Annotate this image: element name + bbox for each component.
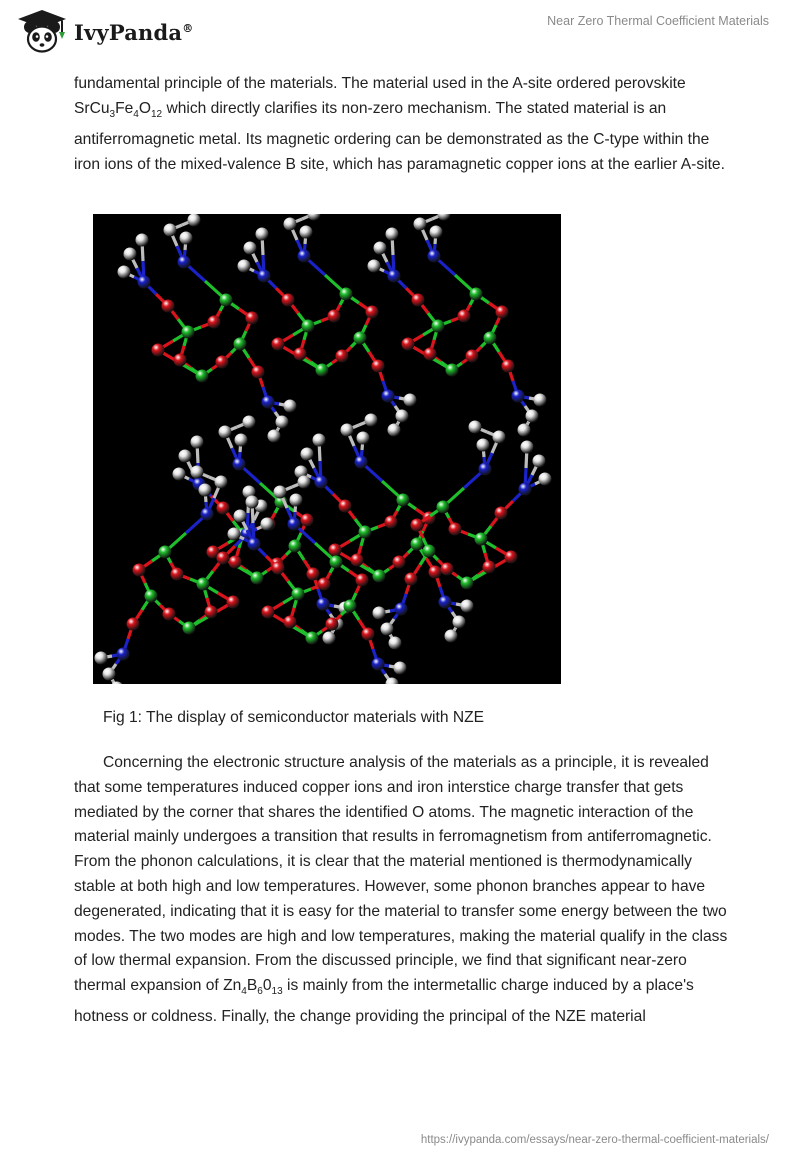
- subscript: 3: [109, 108, 116, 120]
- subscript: 4: [133, 108, 139, 120]
- paragraph-intro-text: Fe: [115, 99, 134, 117]
- source-url[interactable]: https://ivypanda.com/essays/near-zero-thermal-coefficient-materials/: [420, 1134, 769, 1146]
- panda-graduation-cap-icon: [14, 8, 70, 56]
- document-title: Near Zero Thermal Coefficient Materials: [547, 14, 769, 28]
- paragraph-body-text: 0: [262, 977, 272, 995]
- paragraph-intro-text: which directly clarifies its non-zero mechanism. The stated material is an antiferromagnetic metal. Its magnetic ordering can be demonstrated as the C-type within the iron ions of the mixed-valence B site, which has paramagnetic copper ions at the earlier A-site.: [74, 99, 725, 173]
- paragraph-body-text: is mainly from the intermetallic charge induced by a place's hotness or coldness. Finally, the change providing the principal of the NZE material: [74, 977, 694, 1026]
- subscript: 4: [241, 986, 247, 998]
- brand-name-text: IvyPanda: [74, 19, 183, 45]
- figure-caption: Fig 1: The display of semiconductor materials with NZE: [103, 709, 485, 726]
- brand-name: [74, 20, 193, 45]
- molecular-structure-figure: [93, 214, 561, 684]
- paragraph-body-text: Concerning the electronic structure analysis of the materials as a principle, it is revealed that some temperatures induced copper ions and iron interstice charge transfer that gets mediated by the corner that shares the identified O atoms. The magnetic interaction of the material mainly undergoes a transition that results in ferromagnetism from antiferromagnetic. From the phonon calculations, it is clear that the material mentioned is thermodynamically stable at both high and low temperatures. However, some phonon branches appear to have degenerated, indicating that it is easy for the material to transfer some energy between the two modes. The two modes are high and low temperatures, making the material qualify in the class of low thermal expansion. From the discussed principle, we find that significant near-zero thermal expansion of Zn: [74, 754, 728, 995]
- page-header: [0, 0, 800, 70]
- subscript: 13: [271, 986, 283, 998]
- paragraph-body: [74, 751, 734, 1030]
- paragraph-intro-text: O: [138, 99, 151, 117]
- subscript: 12: [151, 108, 163, 120]
- subscript: 6: [257, 986, 263, 998]
- registered-mark: ®: [182, 21, 194, 35]
- paragraph-intro-text: fundamental principle of the materials. The material used in the A-site ordered perovskite SrCu: [74, 75, 686, 117]
- brand-logo[interactable]: [14, 8, 193, 56]
- paragraph-body-text: B: [246, 977, 258, 995]
- paragraph-intro: [74, 72, 734, 177]
- molecular-structure-image: [93, 214, 561, 684]
